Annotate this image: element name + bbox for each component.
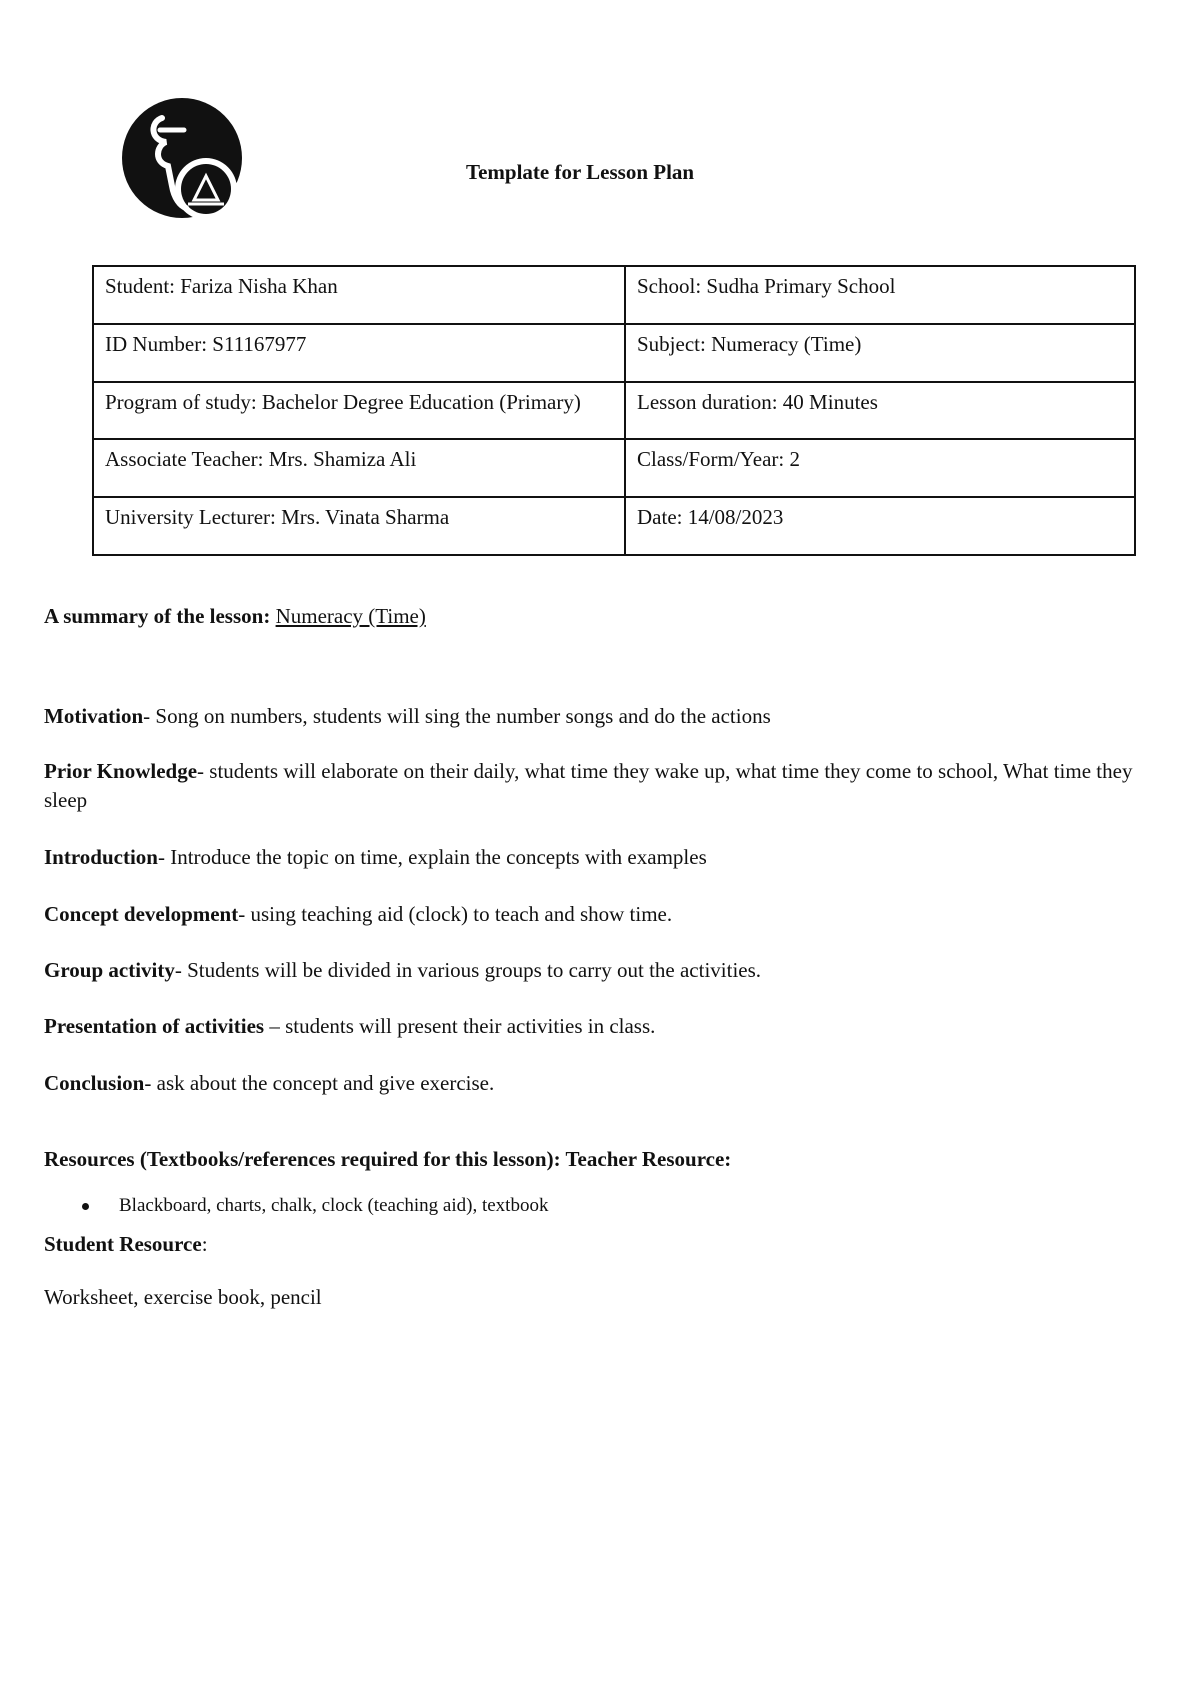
lesson-info-table xyxy=(92,265,1136,556)
student-resource-text: Worksheet, exercise book, pencil xyxy=(44,1285,322,1309)
associate-teacher-cell: Associate Teacher: Mrs. Shamiza Ali xyxy=(93,439,625,497)
section-text: Introduce the topic on time, explain the concepts with examples xyxy=(170,845,707,869)
student-resource-label: Student Resource xyxy=(44,1232,202,1256)
section-label: Presentation of activities xyxy=(44,1014,265,1038)
table-row xyxy=(93,497,1135,555)
list-item xyxy=(44,1192,548,1220)
subject-cell: Subject: Numeracy (Time) xyxy=(625,324,1135,382)
table-row xyxy=(93,382,1135,439)
student-resource-heading xyxy=(44,1230,1164,1259)
section-label: Conclusion xyxy=(44,1071,145,1095)
section-separator: - xyxy=(143,704,156,728)
table-row xyxy=(93,266,1135,324)
program-cell: Program of study: Bachelor Degree Education (Primary) xyxy=(93,382,625,439)
section-separator: - xyxy=(144,1071,157,1095)
date-cell: Date: 14/08/2023 xyxy=(625,497,1135,555)
school-cell: School: Sudha Primary School xyxy=(625,266,1135,324)
section-label: Introduction xyxy=(44,845,158,869)
section-label: Prior Knowledge xyxy=(44,759,198,783)
page-title: Template for Lesson Plan xyxy=(466,160,695,184)
section-presentation xyxy=(44,1012,1164,1041)
bullet-icon xyxy=(82,1203,89,1210)
section-separator: - xyxy=(157,845,171,869)
college-emblem-icon xyxy=(120,96,245,221)
section-concept-development xyxy=(44,900,1164,929)
lesson-summary xyxy=(44,602,1164,631)
summary-value: Numeracy (Time) xyxy=(275,604,426,628)
resources-heading-text: Resources (Textbooks/references required for this lesson): Teacher Resource: xyxy=(44,1147,732,1171)
section-separator: - xyxy=(174,958,188,982)
duration-cell: Lesson duration: 40 Minutes xyxy=(625,382,1135,439)
teacher-resource-list xyxy=(44,1192,548,1220)
section-motivation xyxy=(44,702,1164,731)
section-text: ask about the concept and give exercise. xyxy=(156,1071,495,1095)
section-prior-knowledge xyxy=(44,757,1164,815)
section-separator: - xyxy=(197,759,210,783)
class-year-cell: Class/Form/Year: 2 xyxy=(625,439,1135,497)
lecturer-cell: University Lecturer: Mrs. Vinata Sharma xyxy=(93,497,625,555)
section-text: students will present their activities in class. xyxy=(285,1014,656,1038)
table-row xyxy=(93,439,1135,497)
resources-heading xyxy=(44,1145,1164,1174)
section-label: Concept development xyxy=(44,902,239,926)
section-label: Motivation xyxy=(44,704,144,728)
section-text: students will elaborate on their daily, what time they wake up, what time they come to school, What time they sleep xyxy=(44,759,1133,812)
section-text: Students will be divided in various groups to carry out the activities. xyxy=(187,958,762,982)
table-row xyxy=(93,324,1135,382)
section-conclusion xyxy=(44,1069,1164,1098)
section-text: Song on numbers, students will sing the number songs and do the actions xyxy=(155,704,771,728)
summary-label: A summary of the lesson: xyxy=(44,604,271,628)
section-separator: - xyxy=(238,902,251,926)
section-label: Group activity xyxy=(44,958,175,982)
section-group-activity xyxy=(44,956,1164,985)
student-cell: Student: Fariza Nisha Khan xyxy=(93,266,625,324)
section-introduction xyxy=(44,843,1164,872)
list-item-text: Blackboard, charts, chalk, clock (teaching aid), textbook xyxy=(119,1195,549,1216)
section-text: using teaching aid (clock) to teach and show time. xyxy=(250,902,673,926)
student-resource-colon: : xyxy=(201,1232,208,1256)
section-separator: – xyxy=(264,1014,286,1038)
id-number-cell: ID Number: S11167977 xyxy=(93,324,625,382)
